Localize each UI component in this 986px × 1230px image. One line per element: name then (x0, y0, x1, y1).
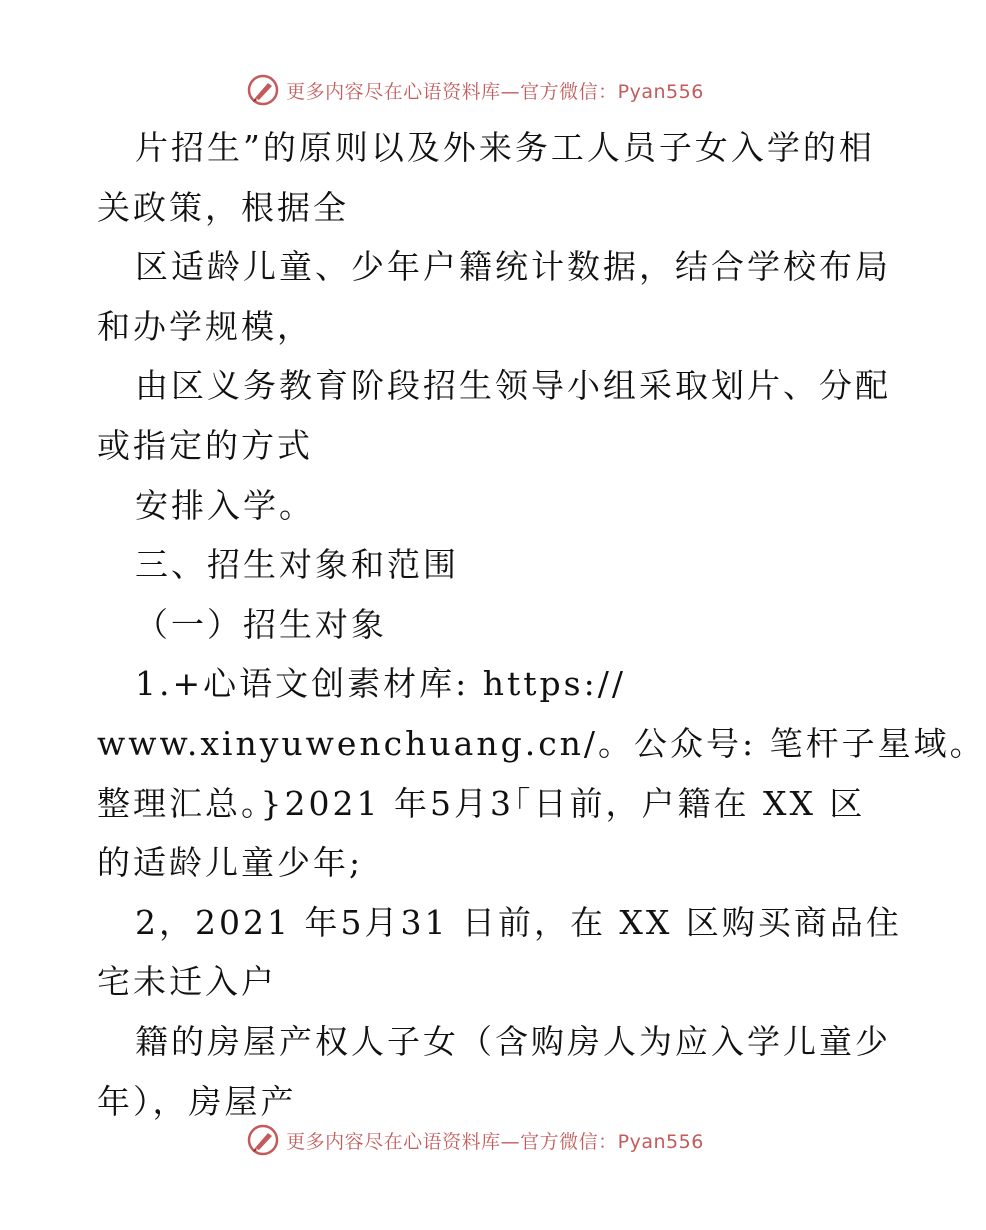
text-line: 由区义务教育阶段招生领导小组采取划片、分配 (135, 366, 891, 406)
footer-watermark (0, 1120, 950, 1160)
text-line: （一）招生对象 (135, 604, 387, 644)
text-line: 安排入学。 (135, 485, 315, 525)
text-line: 片招生”的原则以及外来务工人员子女入学的相 (135, 128, 875, 167)
text-line: 三、招生对象和范围 (135, 545, 459, 585)
text-line: 关政策，根据全 (97, 187, 349, 227)
text-line: 宅未迁入户 (97, 962, 277, 1002)
pen-logo-icon (246, 73, 280, 107)
text-line: 整理汇总。}2021 年5月3｢日前，户籍在 XX 区 (97, 783, 866, 823)
header-watermark (0, 70, 950, 110)
text-line: 区适龄儿童、少年户籍统计数据，结合学校布局 (135, 247, 891, 287)
text-line: www.xinyuwenchuang.cn/。公众号: 笔杆子星域。 (97, 723, 986, 763)
watermark-text: 更多内容尽在心语资料库—官方微信：Pyan556 (286, 80, 704, 103)
text-line: 或指定的方式 (97, 425, 313, 465)
text-line: 年），房屋产 (97, 1081, 297, 1121)
document-body (97, 118, 986, 1131)
text-line: 籍的房屋产权人子女（含购房人为应入学儿童少 (135, 1021, 891, 1061)
text-line: 2，2021 年5月31 日前，在 XX 区购买商品住 (135, 902, 902, 942)
text-line: 的适龄儿童少年; (97, 843, 364, 883)
text-line: 1.+心语文创素材库: https:// (135, 664, 626, 704)
pen-logo-icon (246, 1123, 280, 1157)
text-line: 和办学规模， (97, 306, 313, 346)
watermark-text: 更多内容尽在心语资料库—官方微信：Pyan556 (286, 1130, 704, 1153)
